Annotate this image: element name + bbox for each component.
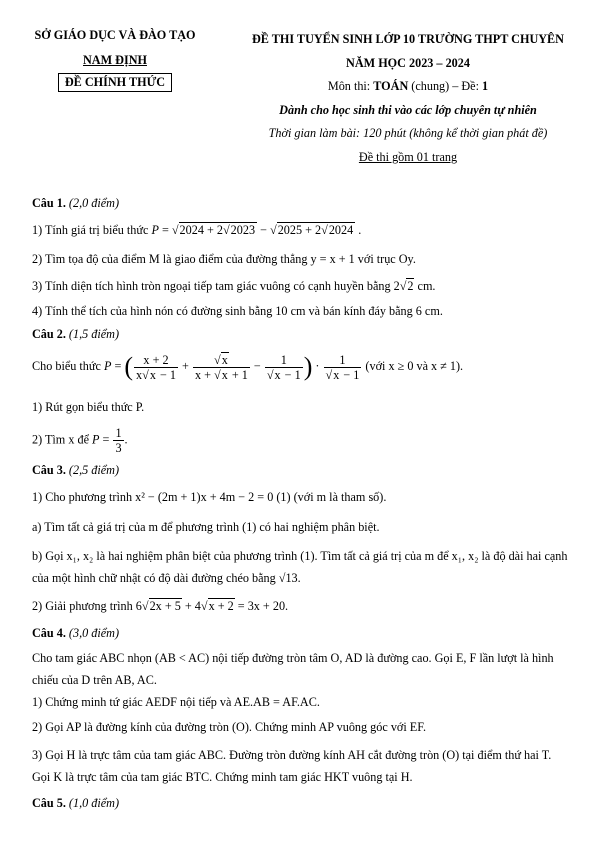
q2-points: (1,5 điểm) (65, 327, 120, 341)
q2-2-text: 2) Tìm x để (32, 432, 93, 447)
department-name: SỞ GIÁO DỤC VÀ ĐÀO TẠO (34, 28, 196, 42)
q1-1: 1) Tính giá trị biểu thức P = √2024 + 2√2023 − √2025 + 2√2024 . (32, 223, 362, 237)
subject-suffix: (chung) – Đề: (408, 79, 483, 93)
q5-points: (1,0 điểm) (65, 796, 120, 810)
q1-2: 2) Tìm tọa độ của điểm M là giao điểm của đường thẳng y = x + 1 với trục Oy. (32, 252, 416, 266)
header-left (30, 28, 200, 92)
q3-b: b) Gọi x₁, x₂ là hai nghiệm phân biệt của phương trình (1). Tìm tất cả giá trị của m để x₁, x₂ là độ dài hai cạnh của một hình chữ nhật có độ dài đường chéo bằng √13. (32, 549, 568, 585)
q1-4: 4) Tính thể tích của hình nón có đường sinh bằng 10 cm và bán kính đáy bằng 6 cm. (32, 304, 443, 318)
q3-title: Câu 3. (32, 463, 66, 477)
q3-2: 2) Giải phương trình 6√2x + 5 + 4√x + 2 = 3x + 20. (32, 599, 289, 613)
header-right (232, 28, 584, 169)
q3-2-text: 2) Giải phương trình (32, 599, 136, 613)
q4-3: 3) Gọi H là trực tâm của tam giác ABC. Đường tròn đường kính AH cắt đường tròn (O) tại điểm thứ hai T. Gọi K là trực tâm của tam giác BTC. Chứng minh tam giác HKT vuông tại H. (32, 748, 552, 784)
q1-3: 3) Tính diện tích hình tròn ngoại tiếp tam giác vuông có cạnh huyền bằng 2√2 cm. (32, 279, 436, 293)
q3-a: a) Tìm tất cả giá trị của m để phương trình (1) có hai nghiệm phân biệt. (32, 520, 380, 534)
school-year: NĂM HỌC 2023 – 2024 (346, 55, 470, 70)
q4-intro: Cho tam giác ABC nhọn (AB < AC) nội tiếp đường tròn tâm O, AD là đường cao. Gọi E, F lần lượt là hình chiếu của D trên AB, AC. (32, 651, 554, 687)
q1-1-text: 1) Tính giá trị biểu thức (32, 223, 152, 237)
q1-3-unit: cm. (414, 279, 436, 293)
q1-points: (2,0 điểm) (65, 196, 120, 210)
page-count: Đề thi gồm 01 trang (358, 149, 458, 164)
q4-1: 1) Chứng minh tứ giác AEDF nội tiếp và AE.AB = AF.AC. (32, 695, 320, 709)
subject-line (232, 75, 584, 99)
q3-heading (32, 463, 119, 478)
q2-intro: Cho biểu thức (32, 358, 104, 373)
q5-heading (32, 796, 119, 811)
q5-title: Câu 5. (32, 796, 66, 810)
q1-3-text: 3) Tính diện tích hình tròn ngoại tiếp tam giác vuông có cạnh huyền bằng (32, 279, 394, 293)
q3-1: 1) Cho phương trình x² − (2m + 1)x + 4m − 2 = 0 (1) (với m là tham số). (32, 490, 387, 504)
subject: TOÁN (373, 79, 409, 93)
time-limit: Thời gian làm bài: 120 phút (không kể thời gian phát đề) (268, 126, 548, 140)
q4-points: (3,0 điểm) (65, 626, 120, 640)
q2-expression: Cho biểu thức P = ( $\frac{x + 2}{x√x - 1}$ + $\frac{√x}{x + √x + 1}$ − $\frac{1}{√x - 1}$ ) · $\frac{1}{√x - 1}$ (với x ≥ 0 và x ≠ 1). (32, 352, 464, 382)
q3-points: (2,5 điểm) (65, 463, 120, 477)
q2-condition: (với x ≥ 0 và x ≠ 1). (362, 358, 464, 373)
q2-2: 2) Tìm x để P = $\frac{1}{3}$ . (32, 426, 128, 455)
q2-heading (32, 327, 119, 342)
exam-code: 1 (482, 79, 489, 93)
q1-heading (32, 196, 119, 211)
exam-title: ĐỀ THI TUYỂN SINH LỚP 10 TRƯỜNG THPT CHUYÊN (252, 32, 564, 46)
audience: Dành cho học sinh thi vào các lớp chuyên tự nhiên (279, 102, 537, 117)
q1-title: Câu 1. (32, 196, 66, 210)
subject-prefix: Môn thi: (327, 79, 374, 93)
q4-heading (32, 626, 119, 641)
q4-2: 2) Gọi AP là đường kính của đường tròn (O). Chứng minh AP vuông góc với EF. (32, 720, 427, 734)
q4-title: Câu 4. (32, 626, 66, 640)
province-name: NAM ĐỊNH (83, 53, 147, 67)
q2-title: Câu 2. (32, 327, 66, 341)
q2-1: 1) Rút gọn biểu thức P. (32, 400, 145, 414)
official-badge: ĐỀ CHÍNH THỨC (58, 73, 172, 92)
